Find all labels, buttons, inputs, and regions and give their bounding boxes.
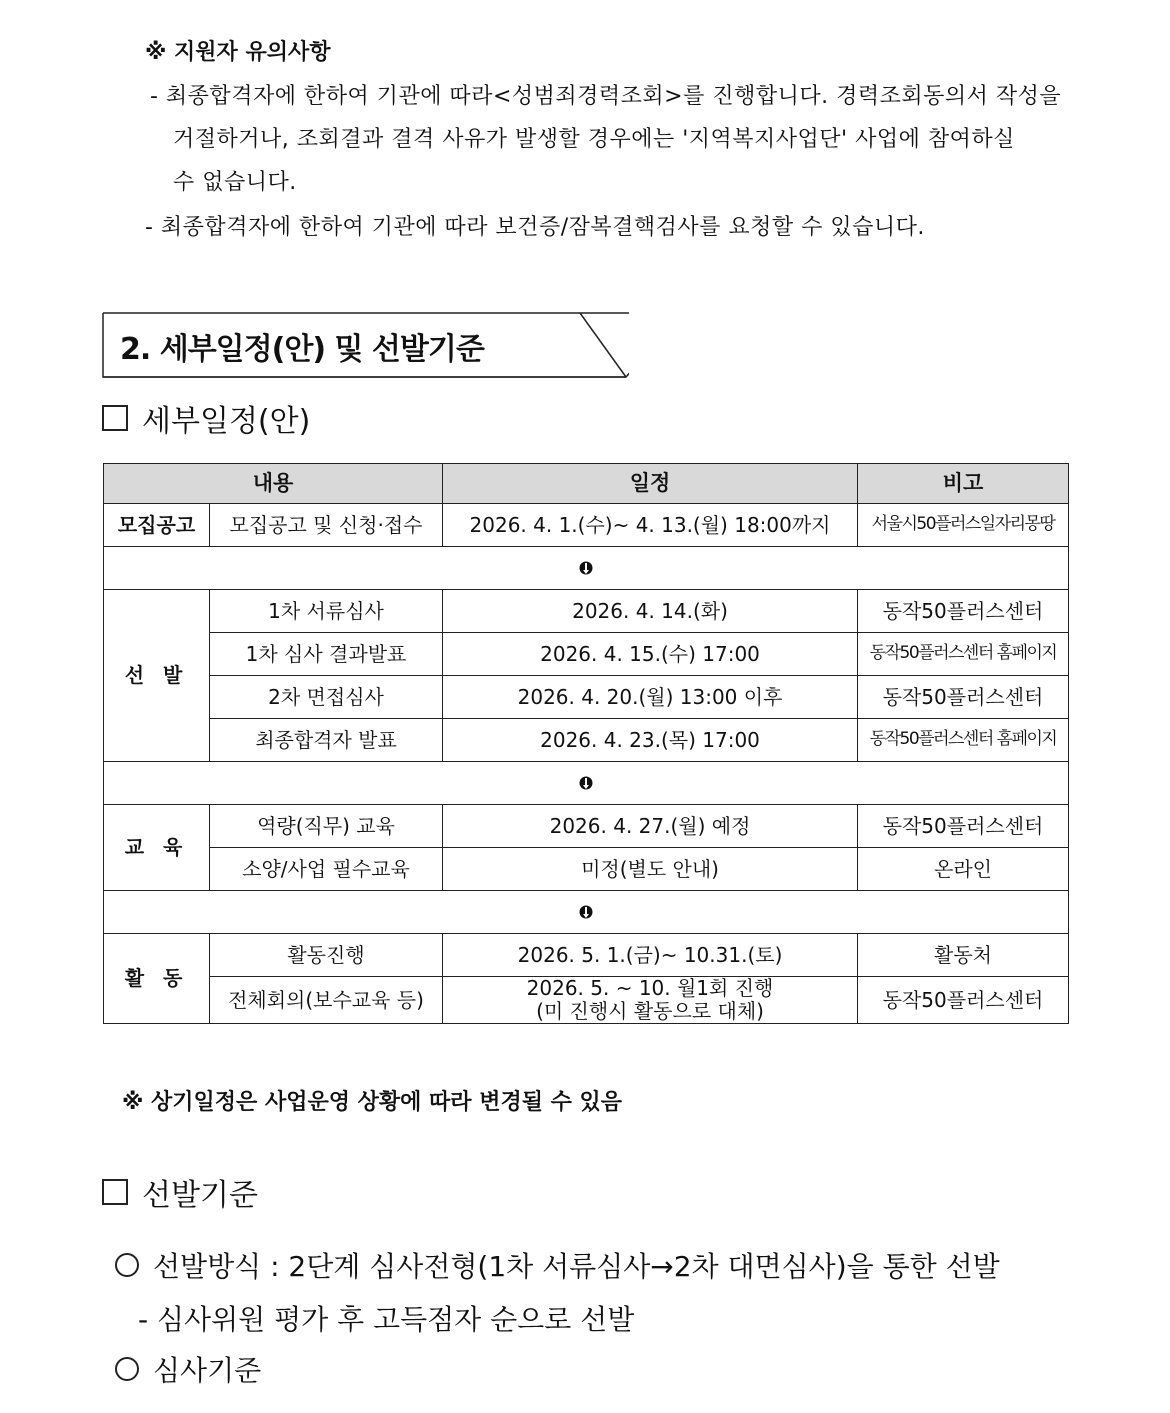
row-date: 2026. 4. 20.(월) 13:00 이후 — [443, 676, 858, 719]
row-note: 활동처 — [858, 934, 1069, 977]
row-item: 역량(직무) 교육 — [210, 805, 443, 848]
table-row — [104, 719, 1069, 762]
category-recruit: 모집공고 — [104, 504, 210, 547]
criteria-method-text: 선발방식 : 2단계 심사전형(1차 서류심사→2차 대면심사)을 통한 선발 — [153, 1250, 1000, 1283]
circle-bullet-icon — [115, 1253, 139, 1277]
row-item: 2차 면접심사 — [210, 676, 443, 719]
category-education: 교 육 — [104, 805, 210, 891]
row-date: 2026. 5. 1.(금)~ 10.31.(토) — [443, 934, 858, 977]
row-date-line2: (미 진행시 활동으로 대체) — [536, 999, 764, 1023]
table-header-row — [104, 464, 1069, 504]
schedule-footnote: ※ 상기일정은 사업운영 상황에 따라 변경될 수 있음 — [122, 1090, 623, 1115]
row-note: 동작50플러스센터 — [858, 676, 1069, 719]
checkbox-square-icon — [102, 1179, 128, 1205]
arrow-row — [104, 547, 1069, 590]
table-row — [104, 977, 1069, 1024]
section-title: 2. 세부일정(안) 및 선발기준 — [120, 332, 484, 367]
category-selection: 선 발 — [104, 590, 210, 762]
row-note: 서울시50플러스일자리몽땅 — [858, 504, 1069, 547]
arrow-row — [104, 762, 1069, 805]
row-note: 동작50플러스센터 — [858, 805, 1069, 848]
notice-line-4: - 최종합격자에 한하여 기관에 따라 보건증/잠복결핵검사를 요청할 수 있습니다. — [145, 215, 925, 240]
notice-line-2: 거절하거나, 조회결과 결격 사유가 발생할 경우에는 '지역복지사업단' 사업에 참여하실 — [173, 127, 1015, 152]
down-arrow-icon — [579, 776, 593, 792]
section-title-box — [102, 312, 627, 378]
row-note: 동작50플러스센터 홈페이지 — [858, 719, 1069, 762]
criteria-standard-text: 심사기준 — [153, 1354, 262, 1387]
header-note: 비고 — [858, 464, 1069, 504]
table-row — [104, 934, 1069, 977]
table-row — [104, 676, 1069, 719]
row-date: 2026. 4. 15.(수) 17:00 — [443, 633, 858, 676]
row-item: 소양/사업 필수교육 — [210, 848, 443, 891]
notice-line-3: 수 없습니다. — [173, 170, 297, 195]
schedule-heading-text: 세부일정(안) — [142, 404, 311, 439]
row-note: 온라인 — [858, 848, 1069, 891]
table-row — [104, 504, 1069, 547]
schedule-heading — [102, 396, 310, 440]
row-item: 모집공고 및 신청·접수 — [210, 504, 443, 547]
row-date: 2026. 4. 1.(수)~ 4. 13.(월) 18:00까지 — [443, 504, 858, 547]
row-item: 1차 심사 결과발표 — [210, 633, 443, 676]
checkbox-square-icon — [102, 405, 128, 431]
header-schedule: 일정 — [443, 464, 858, 504]
criteria-standard — [115, 1349, 261, 1389]
notice-title: ※ 지원자 유의사항 — [145, 40, 331, 65]
schedule-table — [103, 463, 1069, 1024]
row-date-line1: 2026. 5. ~ 10. 월1회 진행 — [526, 976, 774, 1000]
row-date — [443, 977, 858, 1024]
row-item: 최종합격자 발표 — [210, 719, 443, 762]
table-row — [104, 805, 1069, 848]
table-row — [104, 590, 1069, 633]
table-row — [104, 633, 1069, 676]
down-arrow-icon — [579, 561, 593, 577]
notice-line-1: - 최종합격자에 한하여 기관에 따라<성범죄경력조회>를 진행합니다. 경력조회동의서 작성을 — [150, 84, 1062, 109]
row-note: 동작50플러스센터 — [858, 977, 1069, 1024]
criteria-heading-text: 선발기준 — [142, 1178, 258, 1213]
row-date: 2026. 4. 14.(화) — [443, 590, 858, 633]
circle-bullet-icon — [115, 1357, 139, 1381]
down-arrow-icon — [579, 905, 593, 921]
row-note: 동작50플러스센터 — [858, 590, 1069, 633]
row-item: 1차 서류심사 — [210, 590, 443, 633]
arrow-row — [104, 891, 1069, 934]
row-date: 미정(별도 안내) — [443, 848, 858, 891]
category-activity: 활 동 — [104, 934, 210, 1024]
row-date: 2026. 4. 27.(월) 예정 — [443, 805, 858, 848]
table-row — [104, 848, 1069, 891]
row-note: 동작50플러스센터 홈페이지 — [858, 633, 1069, 676]
row-date: 2026. 4. 23.(목) 17:00 — [443, 719, 858, 762]
criteria-heading — [102, 1170, 258, 1214]
criteria-method — [115, 1245, 1000, 1285]
row-item: 활동진행 — [210, 934, 443, 977]
header-content: 내용 — [104, 464, 443, 504]
row-item: 전체회의(보수교육 등) — [210, 977, 443, 1024]
criteria-method-detail: - 심사위원 평가 후 고득점자 순으로 선발 — [138, 1303, 635, 1336]
